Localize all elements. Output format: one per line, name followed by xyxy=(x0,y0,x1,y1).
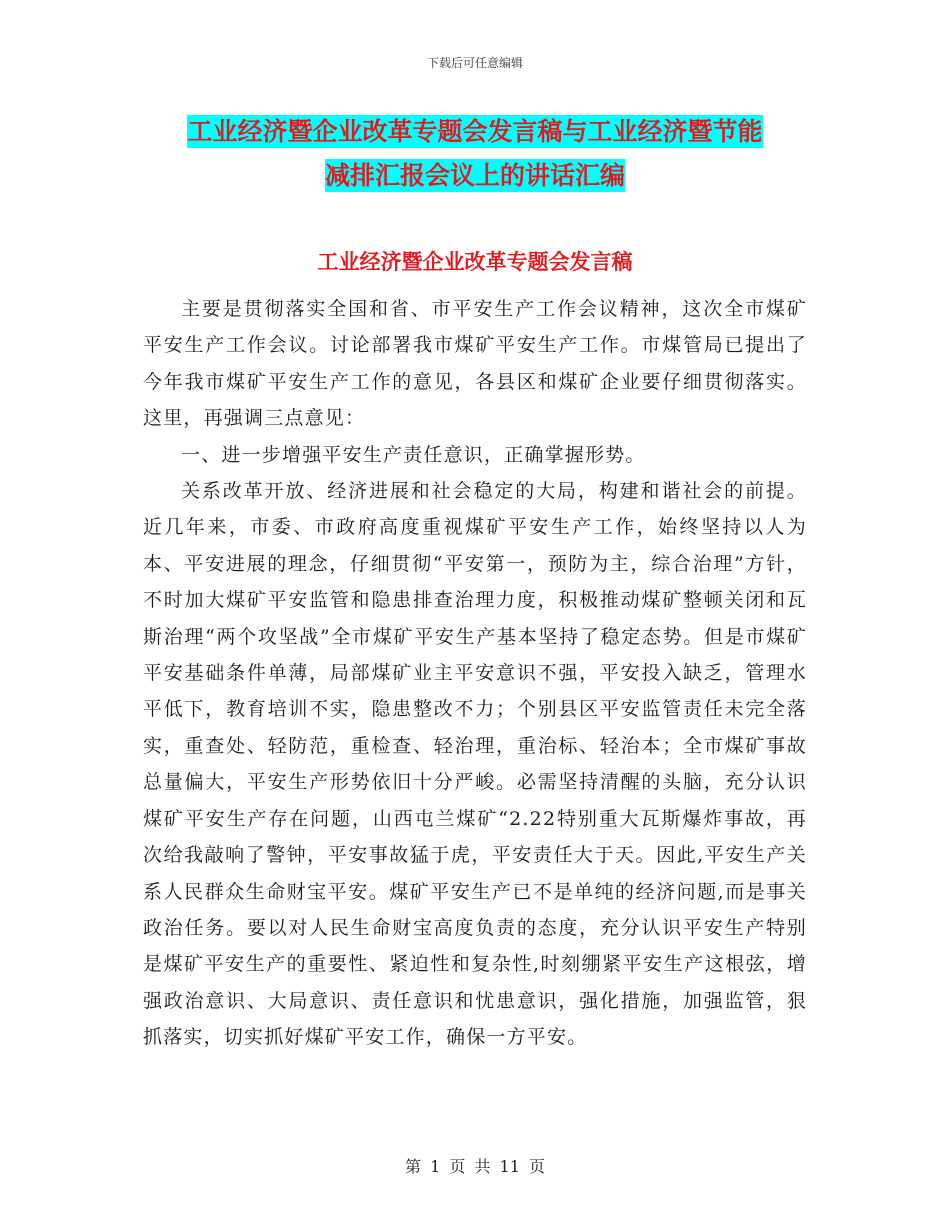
document-title xyxy=(0,110,950,198)
document-title-line-1: 工业经济暨企业改革专题会发言稿与工业经济暨节能 xyxy=(187,117,763,146)
paragraph: 主要是贯彻落实全国和省、市平安生产工作会议精神，这次全市煤矿平安生产工作会议。讨论部署我市煤矿平安生产工作。市煤管局已提出了今年我市煤矿平安生产工作的意见，各县区和煤矿企业要仔细贯彻落实。这里，再强调三点意见： xyxy=(143,298,807,430)
page-number: 第 1 页 共 11 页 xyxy=(405,1157,545,1176)
paragraph: 关系改革开放、经济进展和社会稳定的大局，构建和谐社会的前提。近几年来，市委、市政府高度重视煤矿平安生产工作，始终坚持以人为本、平安进展的理念，仔细贯彻“平安第一，预防为主，综合治理”方针，不时加大煤矿平安监管和隐患排查治理力度，积极推动煤矿整顿关闭和瓦斯治理“两个攻坚战”全市煤矿平安生产基本坚持了稳定态势。但是市煤矿平安基础条件单薄，局部煤矿业主平安意识不强，平安投入缺乏，管理水平低下，教育培训不实，隐患整改不力；个别县区平安监管责任未完全落实，重查处、轻防范，重检查、轻治理，重治标、轻治本；全市煤矿事故总量偏大，平安生产形势依旧十分严峻。必需坚持清醒的头脑，充分认识煤矿平安生产存在问题，山西屯兰煤矿“2.22特别重大瓦斯爆炸事故，再次给我敲响了警钟，平安事故猛于虎，平安责任大于天。因此,平安生产关系人民群众生命财宝平安。煤矿平安生产已不是单纯的经济问题,而是事关政治任务。要以对人民生命财宝高度负责的态度，充分认识平安生产特别是煤矿平安生产的重要性、紧迫性和复杂性,时刻绷紧平安生产这根弦，增强政治意识、大局意识、责任意识和忧患意识，强化措施，加强监管，狠抓落实，切实抓好煤矿平安工作，确保一方平安。 xyxy=(143,480,807,1049)
page-header-note: 下载后可任意编辑 xyxy=(426,56,523,70)
section-title: 工业经济暨企业改革专题会发言稿 xyxy=(317,250,633,274)
document-title-line-2: 减排汇报会议上的讲话汇编 xyxy=(324,161,625,190)
body-text xyxy=(143,291,807,1056)
paragraph: 一、进一步增强平安生产责任意识，正确掌握形势。 xyxy=(181,443,646,466)
